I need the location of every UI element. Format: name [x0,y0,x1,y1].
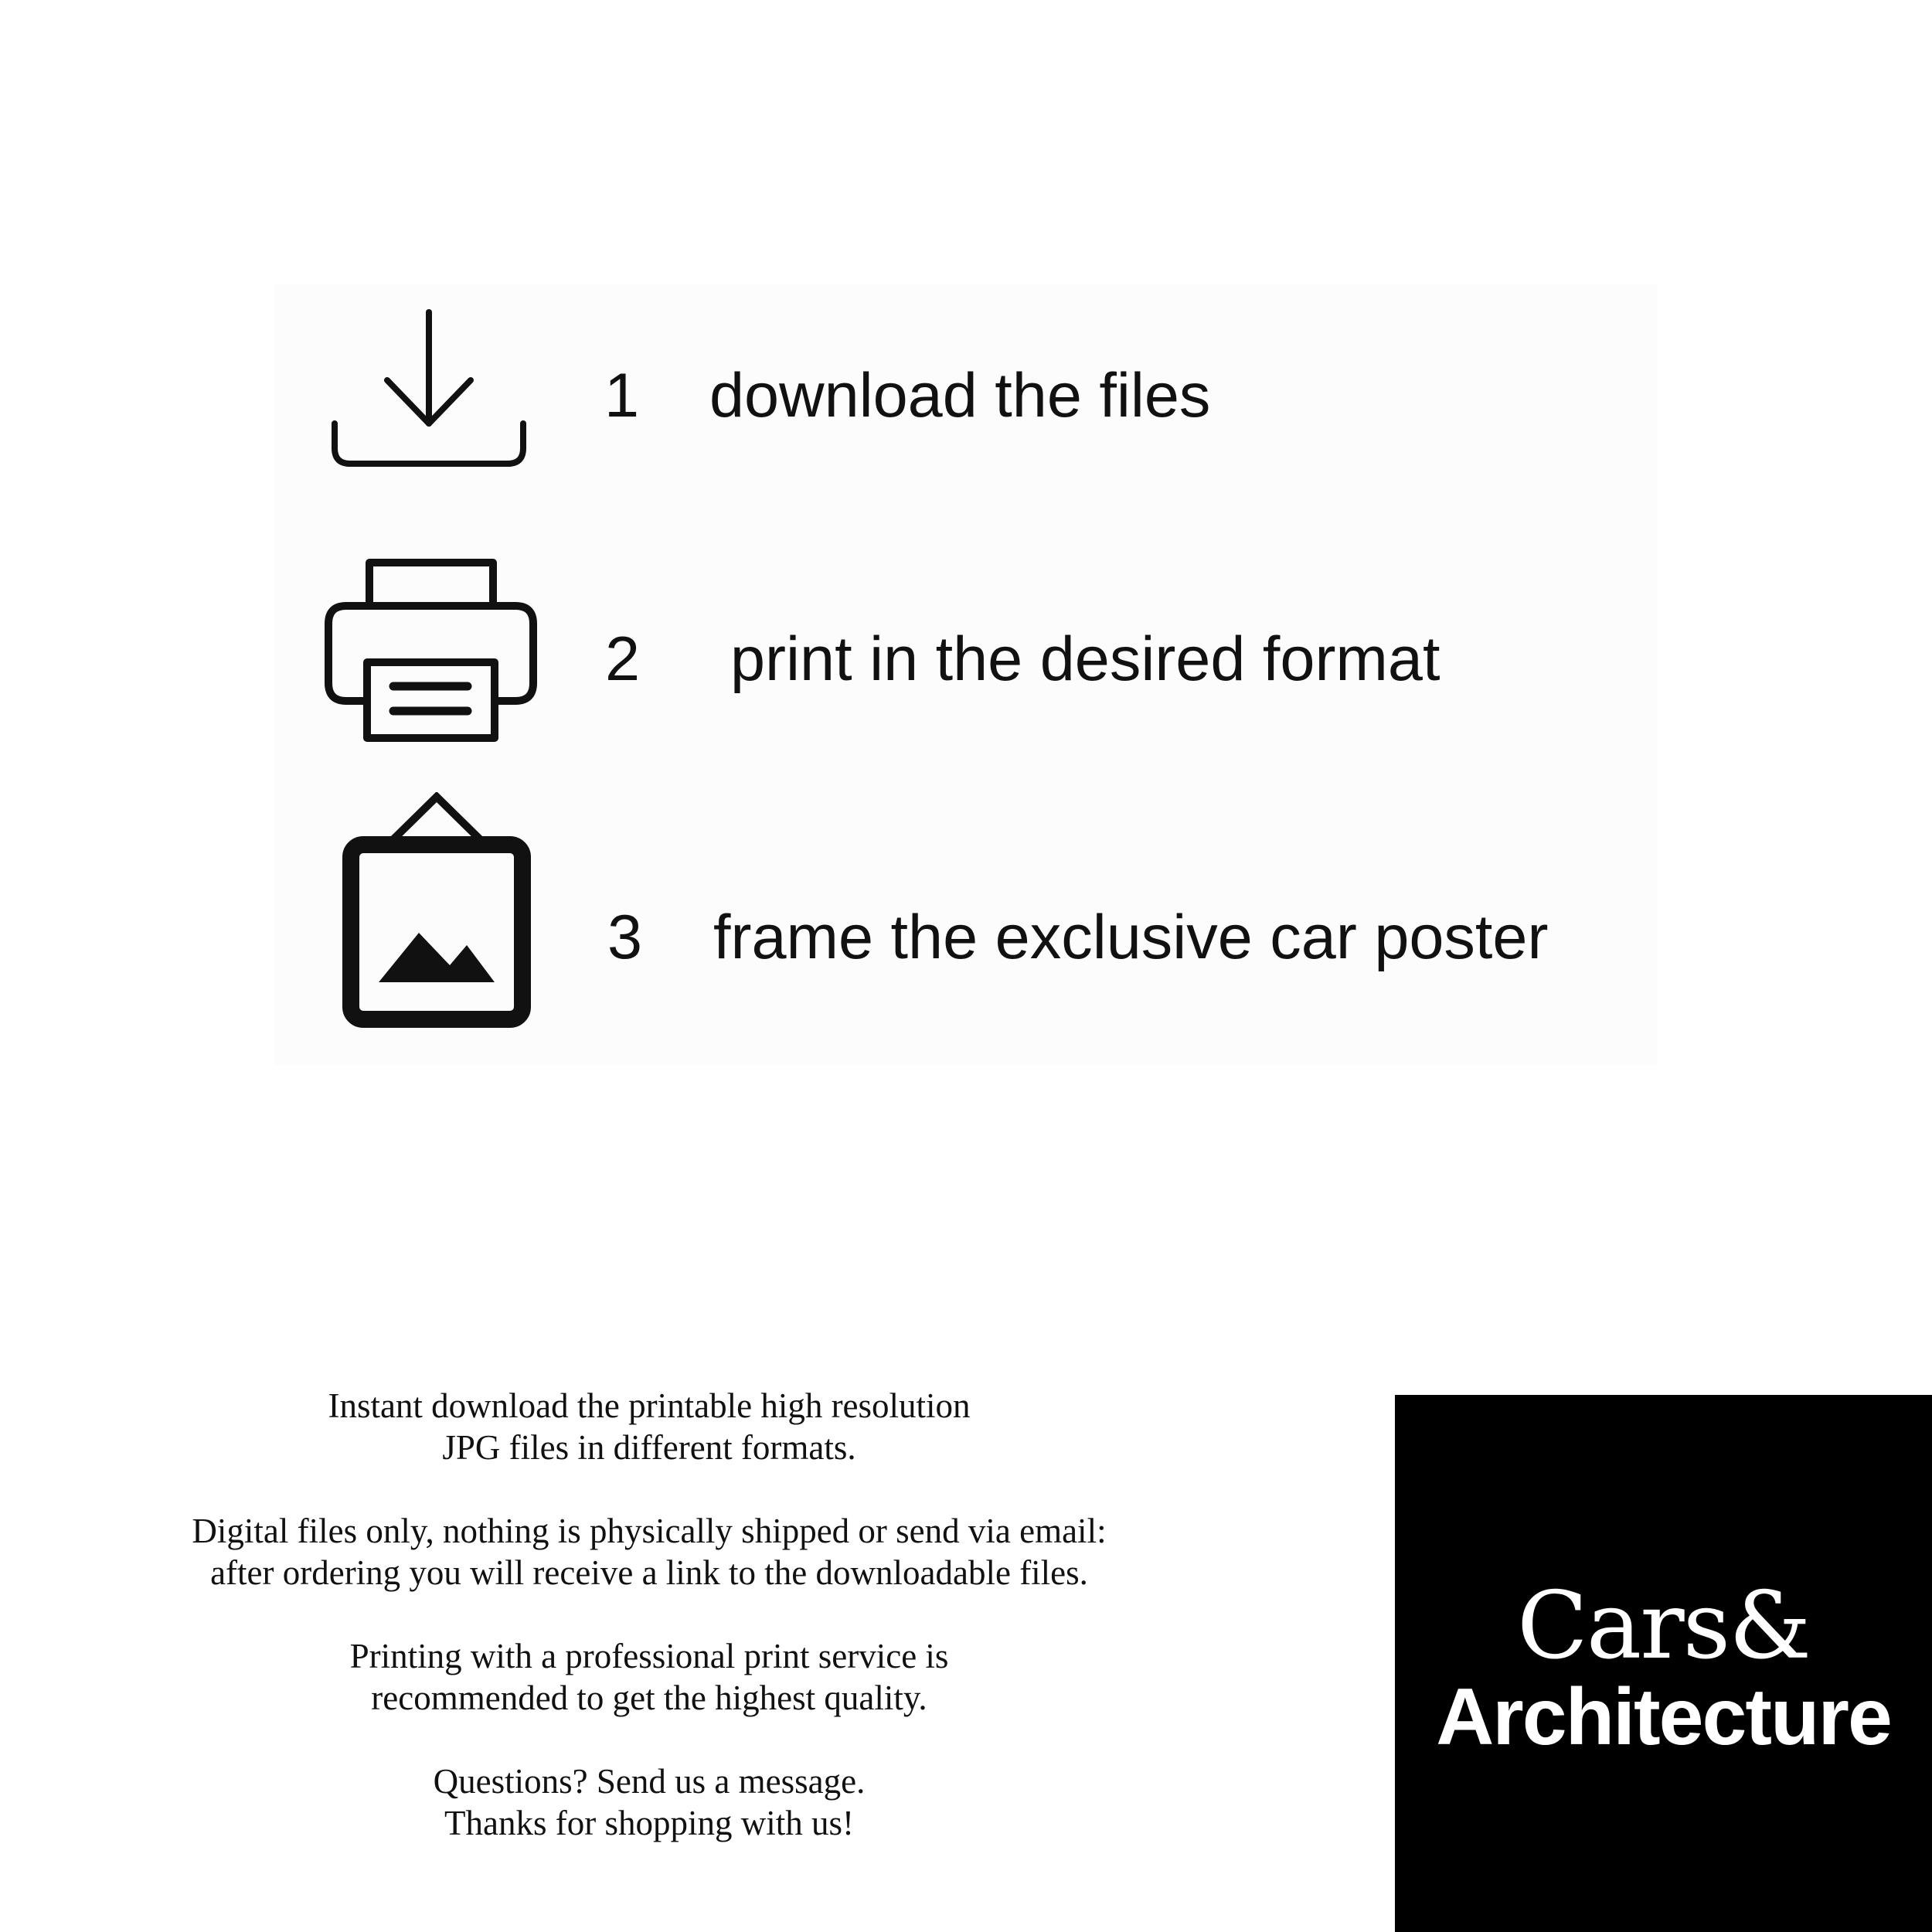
framed-picture-icon [340,792,533,1028]
info-line: recommended to get the highest quality. [371,1679,927,1717]
step-3-number: 3 [607,903,643,972]
brand-name-top: Cars& [1516,1573,1811,1680]
info-line: Digital files only, nothing is physically shipped or send via email: [192,1512,1107,1550]
info-line: JPG files in different formats. [442,1428,856,1467]
step-2-text: print in the desired format [730,624,1440,694]
info-text-block [108,1385,1190,1844]
step-3-text: frame the exclusive car poster [713,903,1549,972]
printer-icon [325,558,537,743]
info-line: Thanks for shopping with us! [444,1804,854,1842]
brand-name-bottom: Architecture [1436,1672,1891,1762]
step-2-number: 2 [605,624,641,694]
download-icon [328,309,529,471]
step-1-number: 1 [604,361,640,430]
info-line: Instant download the printable high resolution [328,1386,971,1425]
info-line: Printing with a professional print service is [349,1637,949,1675]
info-line: after ordering you will receive a link to the downloadable files. [210,1553,1088,1592]
brand-logo [1395,1395,1932,1932]
step-1-text: download the files [709,361,1211,430]
info-line: Questions? Send us a message. [433,1762,866,1801]
